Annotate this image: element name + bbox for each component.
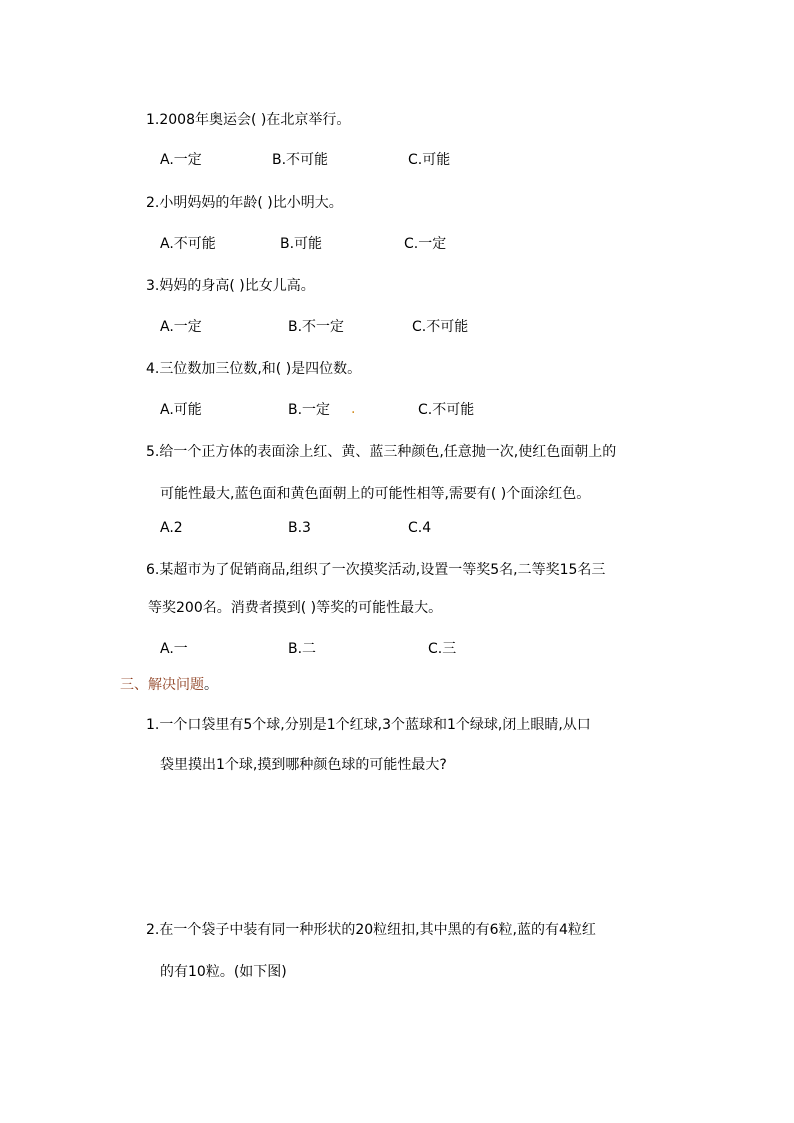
question-6-text-line-1: 6.某超市为了促销商品,组织了一次摸奖活动,设置一等奖5名,二等奖15名三 [146,562,606,578]
section-3-heading-text: 三、解决问题 [120,677,204,693]
question-2-option-b: B.可能 [280,236,323,252]
question-1-option-a: A.一定 [160,152,202,168]
problem-2-line-2: 的有10粒。(如下图) [160,964,287,980]
question-6-text-line-2: 等奖200名。消费者摸到( )等奖的可能性最大。 [148,600,443,616]
question-1-text: 1.2008年奥运会( )在北京举行。 [146,112,351,128]
problem-1-line-1: 1.一个口袋里有5个球,分别是1个红球,3个蓝球和1个绿球,闭上眼睛,从口 [146,717,591,733]
question-4-option-b: B.一定 [288,402,331,418]
question-4-option-c: C.不可能 [418,402,475,418]
question-5-option-c: C.4 [408,520,432,536]
question-3-option-a: A.一定 [160,319,202,335]
question-4-option-a: A.可能 [160,402,202,418]
section-3-heading-punct: 。 [204,677,218,693]
question-1-option-b: B.不可能 [272,152,329,168]
question-6-option-b: B.二 [288,641,317,657]
question-3-option-b: B.不一定 [288,319,345,335]
question-5-text-line-1: 5.给一个正方体的表面涂上红、黄、蓝三种颜色,任意抛一次,使红色面朝上的 [146,444,617,460]
question-1-option-c: C.可能 [408,152,451,168]
question-4-text: 4.三位数加三位数,和( )是四位数。 [146,361,362,377]
question-5-text-line-2: 可能性最大,蓝色面和黄色面朝上的可能性相等,需要有( )个面涂红色。 [160,486,591,502]
problem-2-line-1: 2.在一个袋子中装有同一种形状的20粒纽扣,其中黑的有6粒,蓝的有4粒红 [146,922,596,938]
question-2-text: 2.小明妈妈的年龄( )比小明大。 [146,195,343,211]
question-5-option-b: B.3 [288,520,311,536]
question-6-option-a: A.一 [160,641,188,657]
question-2-option-c: C.一定 [404,236,447,252]
question-5-option-a: A.2 [160,520,183,536]
question-6-option-c: C.三 [428,641,457,657]
question-3-text: 3.妈妈的身高( )比女儿高。 [146,278,315,294]
section-3-heading [120,676,218,694]
question-3-option-c: C.不可能 [412,319,469,335]
problem-1-line-2: 袋里摸出1个球,摸到哪种颜色球的可能性最大? [160,757,447,773]
question-2-option-a: A.不可能 [160,236,216,252]
stray-mark: . [351,401,356,417]
